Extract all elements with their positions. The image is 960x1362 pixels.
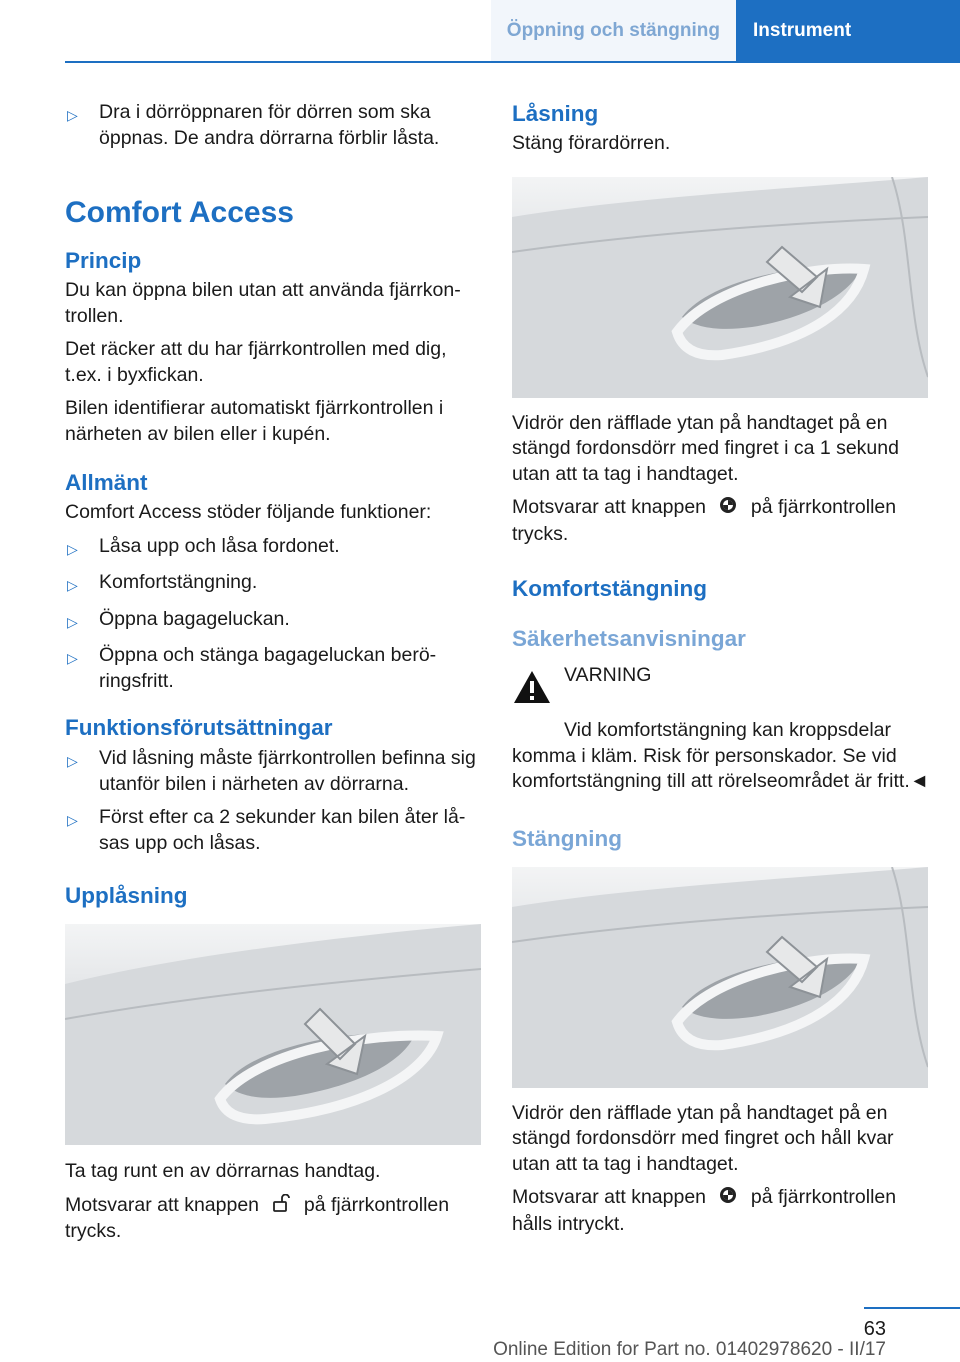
footer-divider	[864, 1307, 960, 1309]
list-item: ▷ Låsa upp och låsa fordonet.	[65, 534, 485, 563]
paragraph: Vidrör den räfflade ytan på handtaget på en stängd fordonsdörr med fingret och håll kvar utan att ta tag i handtaget.	[512, 1101, 894, 1175]
list-item: ▷ Först efter ca 2 sekunder kan bilen åter låsas upp och låsas.	[65, 805, 485, 856]
paragraph: Vidrör den räfflade ytan på handtaget på en stängd fordonsdörr med fingret i ca 1 sekund utan att ta tag i handtaget.	[512, 411, 899, 485]
warning-box	[512, 663, 932, 712]
paragraph: Ta tag runt en av dörrarnas handtag.	[65, 1160, 381, 1182]
heading-komfortstangning: Komfortstängning	[512, 576, 707, 601]
paragraph: Motsvarar att knappen på fjärrkontrollen hålls intryckt.	[512, 1186, 897, 1235]
triangle-right-icon: ▷	[67, 753, 78, 769]
paragraph: Motsvarar att knappen på fjärrkontrollen trycks.	[512, 496, 897, 545]
warning-triangle-icon	[512, 663, 564, 712]
header-divider	[65, 61, 960, 63]
door-handle-illustration	[65, 924, 481, 1145]
heading-allmant: Allmänt	[65, 470, 148, 495]
paragraph: Bilen identifierar automatiskt fjärrkontrollen i närheten av bilen eller i kupén.	[65, 397, 444, 445]
list-item: ▷ Öppna bagageluckan.	[65, 607, 485, 636]
warning-text: Vid komfortstängning kan kroppsdelar komma i kläm. Risk för personskador. Se vid komfortstängning till att rörelseområdet är fritt.◄	[512, 719, 930, 792]
heading-princip: Princip	[65, 248, 142, 273]
list-item: ▷ Komfortstängning.	[65, 570, 485, 599]
unlock-icon	[264, 1194, 298, 1220]
heading-lasning: Låsning	[512, 101, 599, 126]
door-handle-illustration	[512, 177, 928, 398]
right-column	[512, 100, 932, 1237]
triangle-right-icon: ▷	[67, 812, 78, 828]
heading-sakerhetsanvisningar: Säkerhetsanvisningar	[512, 626, 746, 651]
paragraph: Comfort Access stöder följande funktioner:	[65, 501, 432, 523]
header-chapter-tab: Instrument	[736, 0, 960, 62]
paragraph: Motsvarar att knappen på fjärrkontrollen trycks.	[65, 1193, 450, 1242]
list-item: ▷ Öppna och stänga bagageluckan beröringsfritt.	[65, 643, 485, 694]
heading-funktionsforutsattningar: Funktionsförutsättningar	[65, 715, 333, 740]
paragraph: Det räcker att du har fjärrkontrollen med dig, t.ex. i byxfickan.	[65, 338, 447, 386]
bmw-lock-icon	[711, 496, 745, 522]
triangle-right-icon: ▷	[67, 540, 78, 557]
page-number: 63	[863, 1318, 886, 1340]
triangle-right-icon: ▷	[67, 577, 78, 593]
list-item: ▷ Vid låsning måste fjärrkontrollen befinna sig utanför bilen i närheten av dörrarna.	[65, 746, 485, 797]
page-header	[0, 0, 960, 62]
edition-line: Online Edition for Part no. 01402978620 - II/17	[493, 1339, 886, 1360]
warning-title: VARNING	[564, 664, 652, 686]
list-item: ▷ Dra i dörröppnaren för dörren som ska öppnas. De andra dörrarna förblir låsta.	[65, 100, 485, 151]
header-section-title: Öppning och stängning	[491, 0, 736, 62]
page-title: Comfort Access	[65, 196, 294, 229]
triangle-right-icon: ▷	[67, 650, 78, 666]
bmw-lock-icon	[711, 1186, 745, 1212]
triangle-right-icon: ▷	[67, 107, 78, 123]
left-column	[65, 100, 485, 1245]
paragraph: Du kan öppna bilen utan att använda fjärrkontrollen.	[65, 279, 461, 327]
heading-stangning: Stängning	[512, 825, 622, 851]
paragraph: Stäng förardörren.	[512, 132, 671, 154]
heading-upplasning: Upplåsning	[65, 883, 188, 908]
door-handle-illustration	[512, 867, 928, 1088]
triangle-right-icon: ▷	[67, 613, 78, 630]
